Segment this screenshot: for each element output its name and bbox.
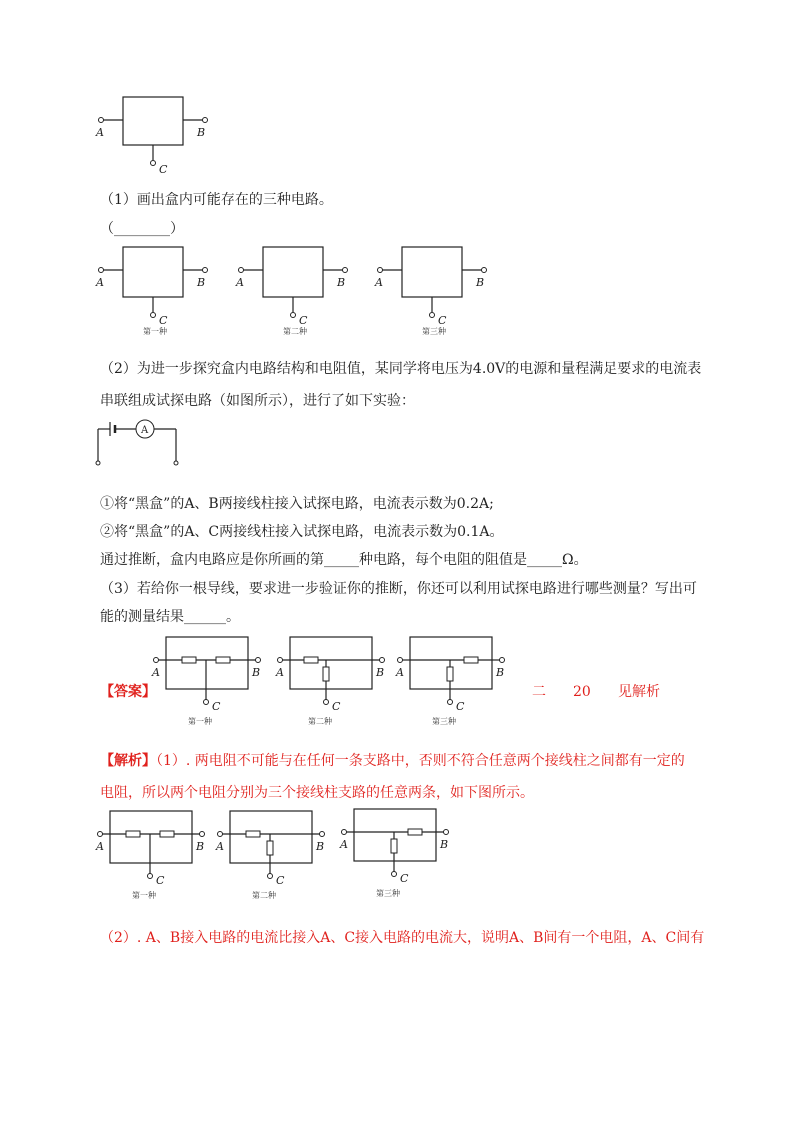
black-box-figure [95, 92, 215, 182]
terminal-b-label: B [440, 838, 449, 851]
caption-third: 第三种 [432, 717, 456, 726]
caption-first: 第一种 [143, 327, 167, 336]
caption-first: 第一种 [132, 891, 156, 900]
exp2-text: ②将“黑盒”的A、C两接线柱接入试探电路，电流表示数为0.1A。 [100, 524, 504, 540]
terminal-c-label: C [400, 872, 409, 885]
analysis-label: 【解析】 [100, 753, 156, 769]
terminal-c-label: C [438, 314, 447, 327]
answer-value-3: 见解析 [618, 684, 660, 700]
terminal-c-label: C [159, 163, 168, 176]
exp1-text: ①将“黑盒”的A、B两接线柱接入试探电路，电流表示数为0.2A; [100, 496, 494, 512]
terminal-b-label: B [376, 666, 385, 679]
ammeter-label: A [141, 425, 149, 436]
terminal-c-label: C [332, 700, 341, 713]
terminal-a-label: A [96, 126, 104, 139]
q3-line2: 能的测量结果______。 [100, 609, 240, 625]
analysis-line1: 【解析】（1）. 两电阻不可能与在任何一条支路中，否则不符合任意两个接线柱之间都有一定的 [100, 753, 685, 769]
analysis-line3: （2）. A、B接入电路的电流比接入A、C接入电路的电流大，说明A、B间有一个电阻，A、C间有 [100, 930, 705, 946]
answer-circuit-2 [276, 634, 396, 729]
terminal-b-label: B [337, 276, 346, 289]
q2-line2: 串联组成试探电路（如图所示），进行了如下实验： [100, 393, 415, 409]
infer-text: 通过推断，盒内电路应是你所画的第_____种电路，每个电阻的阻值是_____Ω。 [100, 552, 588, 568]
terminal-b-label: B [197, 126, 206, 139]
analysis-circuit-2 [216, 808, 336, 903]
terminal-c-label: C [156, 874, 165, 887]
terminal-a-label: A [152, 666, 160, 679]
analysis-line2: 电阻，所以两个电阻分别为三个接线柱支路的任意两条，如下图所示。 [100, 785, 534, 801]
terminal-a-label: A [276, 666, 284, 679]
terminal-a-label: A [340, 838, 348, 851]
terminal-b-label: B [252, 666, 261, 679]
terminal-a-label: A [236, 276, 244, 289]
q1-blank: （________） [100, 221, 184, 237]
caption-third: 第三种 [376, 889, 400, 898]
terminal-b-label: B [316, 840, 325, 853]
analysis-circuit-1 [96, 808, 216, 903]
terminal-a-label: A [96, 276, 104, 289]
answer-circuit-1 [152, 634, 272, 729]
caption-second: 第二种 [283, 327, 307, 336]
test-circuit-figure [92, 416, 192, 471]
answer-value-1: 二 [532, 684, 546, 700]
terminal-c-label: C [299, 314, 308, 327]
q3-line1: （3）若给你一根导线，要求进一步验证你的推断，你还可以利用试探电路进行哪些测量？写出可 [100, 581, 697, 597]
caption-third: 第三种 [422, 327, 446, 336]
q2-line1: （2）为进一步探究盒内电路结构和电阻值，某同学将电压为4.0V的电源和量程满足要求的电流表 [100, 361, 702, 377]
answer-label: 【答案】 [100, 684, 156, 700]
terminal-b-label: B [197, 276, 206, 289]
empty-box-2 [235, 242, 355, 337]
terminal-c-label: C [276, 874, 285, 887]
terminal-a-label: A [216, 840, 224, 853]
terminal-b-label: B [196, 840, 205, 853]
caption-first: 第一种 [188, 717, 212, 726]
terminal-a-label: A [396, 666, 404, 679]
answer-value-2: 20 [573, 684, 591, 700]
caption-second: 第二种 [308, 717, 332, 726]
terminal-b-label: B [476, 276, 485, 289]
terminal-b-label: B [496, 666, 505, 679]
terminal-c-label: C [212, 700, 221, 713]
terminal-a-label: A [375, 276, 383, 289]
terminal-c-label: C [456, 700, 465, 713]
empty-box-3 [374, 242, 494, 337]
terminal-a-label: A [96, 840, 104, 853]
caption-second: 第二种 [252, 891, 276, 900]
answer-circuit-3 [396, 634, 516, 729]
analysis-circuit-3 [340, 806, 460, 901]
terminal-c-label: C [159, 314, 168, 327]
empty-box-1 [95, 242, 215, 337]
q1-text: （1）画出盒内可能存在的三种电路。 [100, 192, 333, 208]
